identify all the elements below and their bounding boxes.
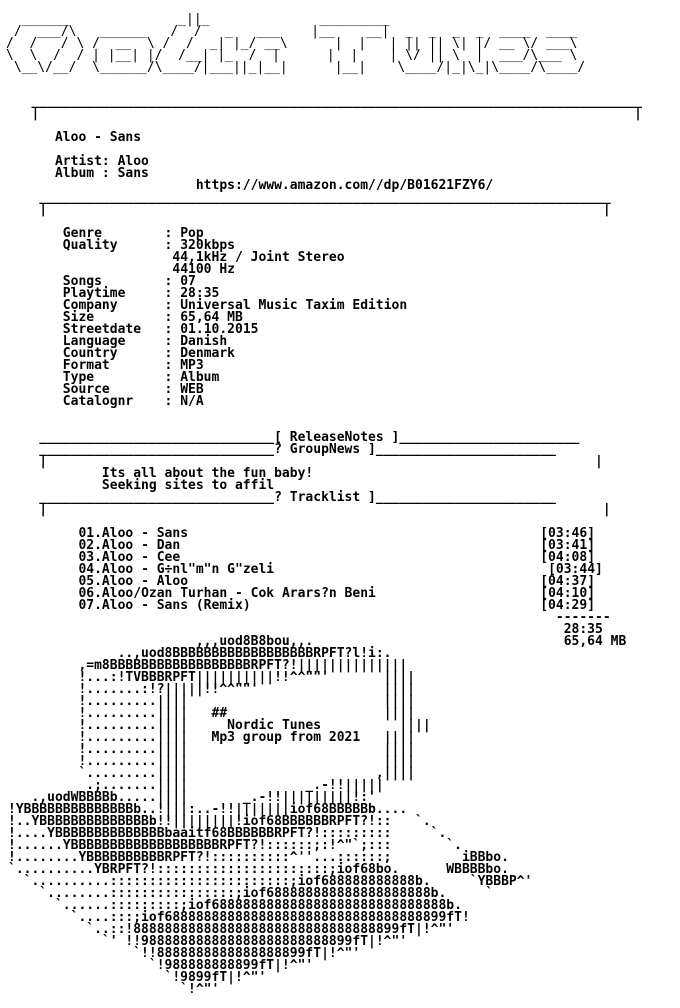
group-news-line: Its all about the fun baby! [101, 466, 314, 481]
group-news-line: Seeking sites to affil [101, 478, 275, 493]
art-tagline: Mp3 group from 2021 [211, 730, 361, 745]
art-name: Nordic Tunes [227, 718, 322, 733]
catalognr-value: N/A [180, 394, 204, 409]
nordic-tunes-ascii-logo: ______ _||_ _________ / ___/\ ______ / / _ ___ |__ __| _ _ _ _ ____ ____ / / / \ / __ \ / / _| |_/ __\ | | | || || \| |/ __ \/ ___\ \ \ / / | |__| |/ /__| |_ / | | | | \/ || \ | ___/\___ \ \__\/__/ \______/\____/|___||_|__| |__| \____/|_|\_|\____/\____/ [6, 12, 586, 75]
company-value: Universal Music Taxim Edition [180, 298, 408, 313]
release-title: Aloo - Sans [54, 130, 142, 145]
quality-hz: 44100 Hz [172, 262, 235, 277]
type-value: Album [180, 370, 220, 385]
computer-ascii-art: ,,,uod8B8bou,,. ..,uod8BBBBBBBBBBBBBBBBBBRPFT?l!i:. ,=m8BBBBBBBBBBBBBBBBBBRPFT?!|||||||||||||| !...:!TVBBBRPFT||||||||||!!^^""' |||| !.......:!?|||||!!^^""' |||| !.........|||| |||| !.........|||| ## |||| !.........|||| Nordic Tunes |||| !.........|||| Mp3 group from 2021 |||| !.........|||| |||| !.........|||| |||| `.........|||| ,|||| .;.......|||| _.-!!||||| .,uodWBBBBb.....|||| _.-!!|||||||||!:' !YBBBBBBBBBBBBBBb..!|||:..-!!|||||||iof68BBBBBb.... !..YBBBBBBBBBBBBBBb!!||||||||!iof68BBBBBBRPFT?!:: `. !....YBBBBBBBBBBBBBBbaaitf68BBBBBBRPFT?!::::::::: `. !......YBBBBBBBBBBBBBBBBBBBRPFT?!::::::;:!^"`;::: `. !........YBBBBBBBBBBRPFT?!::::::::::^''...::::::; iBBbo. `..........YBRPFT?!::::::::::::::::::::::;iof68bo. WBBBBbo. `..........:::::::::::::::::::::::;iof688888888888b. `YBBBP^' `........::::::::::::::::;iof688888888888888888888b. ` `......:::::::::;iof688888888888888888888888888888b. `....:::;iof688888888888888888888888888888888899fT! `..::!8888888888888888888888888888888899fT|!^"' `' !!988888888888888888888888899fT|!^"' `!!8888888888888888899fT|!^"' `!988888888899fT|!^"' `!9899fT|!^"' `!^"' [8, 634, 533, 997]
quality-rate: 44,1kHz / Joint Stereo [172, 250, 345, 265]
track-title: 04.Aloo - G÷nl"m"n G"zeli [78, 562, 275, 577]
release-url: https://www.amazon.com//dp/B01621FZY6/ [195, 178, 494, 193]
songs-value: 07 [180, 274, 196, 289]
playtime-value: 28:35 [180, 286, 220, 301]
track-time: [04:37] [540, 574, 596, 589]
group-news-header: GroupNews [289, 442, 361, 457]
track-time: [04:08] [540, 550, 596, 565]
track-title: 03.Aloo - Cee [78, 550, 181, 565]
nfo-info-block: ______________________________________________________________________________ | | Aloo - Sans Artist: Aloo Album : Sans https://www.amazon.com//dp/B01621FZY6/ _________________________________________________________________________ | | Genre : Pop Quality : 320kbps 44,1kHz / Joint Stereo 44100 Hz Songs : 07 Playtime : 28:35 Company : Universal Music Taxim Edition Size : 65,64 MB Streetdate : 01.10.2015 Language : Danish Country : Denmark Format : MP3 Type : Album Source : WEB Catalognr : N/A ______________________________[ ReleaseNotes ]_______________________ ______________________________? GroupNews ]_______________________ | | Its all about the fun baby! Seeking sites to affil ______________________________? Tracklist ]_______________________ | | 01.Aloo - Sans [03:46] 02.Aloo - Dan [03:41] 03.Aloo - Cee [04:08] 04.Aloo - G÷nl"m"n G"zeli [03:44] 05.Aloo - Aloo [04:37] 06.Aloo/Ozan Turhan - Cok Arars?n Beni [04:10] 07.Aloo - Sans (Remix) [04:29] ------- 28:35 65,64 MB [31, 94, 642, 649]
track-title: 06.Aloo/Ozan Turhan - Cok Arars?n Beni [78, 586, 376, 601]
album-value: Sans [117, 166, 149, 181]
track-title: 05.Aloo - Aloo [78, 574, 189, 589]
track-title: 07.Aloo - Sans (Remix) [78, 598, 251, 613]
artist-value: Aloo [117, 154, 149, 169]
language-value: Danish [180, 334, 228, 349]
track-time: [04:10] [540, 586, 596, 601]
country-value: Denmark [180, 346, 236, 361]
track-time: [04:29] [540, 598, 596, 613]
track-title: 01.Aloo - Sans [78, 526, 189, 541]
format-value: MP3 [180, 358, 204, 373]
source-value: WEB [180, 382, 204, 397]
streetdate-value: 01.10.2015 [180, 322, 259, 337]
genre-value: Pop [180, 226, 204, 241]
total-playtime: 28:35 [563, 622, 603, 637]
track-time: [03:46] [540, 526, 596, 541]
tracklist-header: Tracklist [289, 490, 361, 505]
track-time: [03:41] [540, 538, 596, 553]
total-size: 65,64 MB [563, 634, 627, 649]
size-value: 65,64 MB [180, 310, 243, 325]
art-marker: ## [211, 706, 228, 721]
track-time: [03:44] [548, 562, 603, 577]
track-title: 02.Aloo - Dan [78, 538, 181, 553]
release-notes-header: ReleaseNotes [289, 430, 384, 445]
quality-value: 320kbps [180, 238, 236, 253]
totals-separator: ------- [555, 610, 611, 625]
